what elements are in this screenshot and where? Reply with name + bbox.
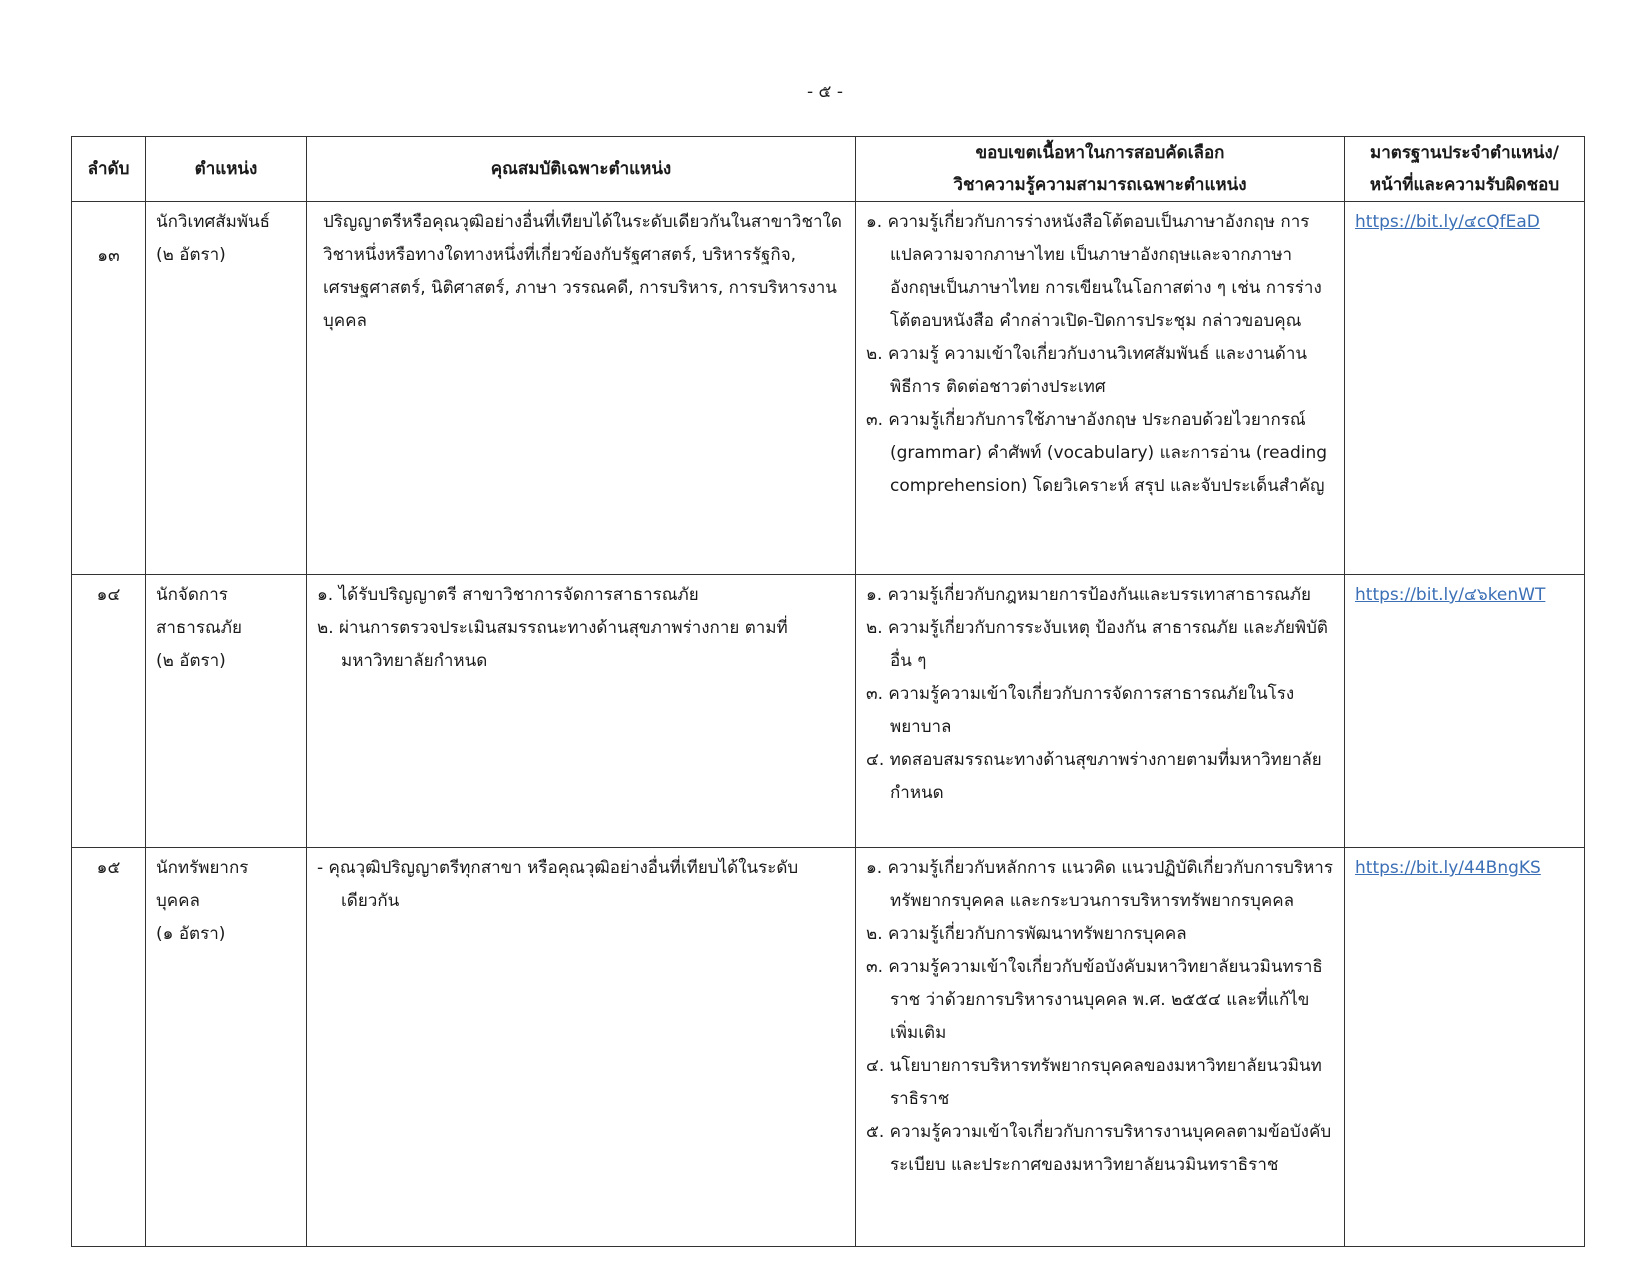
qualification-cell bbox=[307, 848, 856, 1247]
row-number-text: ๑๕ bbox=[96, 858, 121, 878]
scope-item: ๑. ความรู้เกี่ยวกับหลักการ แนวคิด แนวปฏิบัติเกี่ยวกับการบริหารทรัพยากรบุคคล และกระบวนการบริหารทรัพยากรบุคคล bbox=[866, 858, 1333, 911]
scope-cell bbox=[856, 575, 1345, 848]
scope-item: ๑. ความรู้เกี่ยวกับการร่างหนังสือโต้ตอบเป็นภาษาอังกฤษ การแปลความจากภาษาไทย เป็นภาษาอังกฤษและจากภาษาอังกฤษเป็นภาษาไทย การเขียนในโอกาสต่าง ๆ เช่น การร่างโต้ตอบหนังสือ คำกล่าวเปิด-ปิดการประชุม กล่าวขอบคุณ bbox=[866, 212, 1322, 331]
position-count: (๒ อัตรา) bbox=[156, 651, 226, 671]
table-row bbox=[72, 202, 1585, 575]
scope-cell bbox=[856, 848, 1345, 1247]
position-title: นักวิเทศสัมพันธ์ bbox=[156, 212, 271, 232]
header-scope bbox=[856, 137, 1345, 202]
header-qualification: คุณสมบัติเฉพาะตำแหน่ง bbox=[307, 137, 856, 202]
table-row bbox=[72, 575, 1585, 848]
qualification-item: - คุณวุฒิปริญญาตรีทุกสาขา หรือคุณวุฒิอย่างอื่นที่เทียบได้ในระดับเดียวกัน bbox=[317, 858, 799, 911]
standard-cell bbox=[1345, 575, 1585, 848]
position-title: นักจัดการ bbox=[156, 585, 228, 605]
position-count: (๒ อัตรา) bbox=[156, 245, 226, 265]
header-scope-line2: วิชาความรู้ความสามารถเฉพาะตำแหน่ง bbox=[953, 175, 1247, 195]
positions-table bbox=[71, 136, 1585, 1247]
scope-item: ๓. ความรู้เกี่ยวกับการใช้ภาษาอังกฤษ ประกอบด้วยไวยากรณ์ (grammar) คำศัพท์ (vocabulary) และการอ่าน (reading comprehension) โดยวิเคราะห์ สรุป และจับประเด็นสำคัญ bbox=[866, 410, 1328, 496]
scope-item: ๒. ความรู้เกี่ยวกับการพัฒนาทรัพยากรบุคคล bbox=[866, 924, 1187, 944]
row-number bbox=[72, 202, 146, 575]
scope-item: ๕. ความรู้ความเข้าใจเกี่ยวกับการบริหารงานบุคคลตามข้อบังคับ ระเบียบ และประกาศของมหาวิทยาลัยนวมินทราธิราช bbox=[866, 1122, 1332, 1175]
row-number-text: ๑๔ bbox=[96, 585, 121, 605]
qualification-item: ๑. ได้รับปริญญาตรี สาขาวิชาการจัดการสาธารณภัย bbox=[317, 585, 699, 605]
position-cell bbox=[146, 575, 307, 848]
position-cell bbox=[146, 202, 307, 575]
position-title: บุคคล bbox=[156, 891, 200, 911]
qualification-cell bbox=[307, 575, 856, 848]
row-number bbox=[72, 575, 146, 848]
qualification-cell bbox=[307, 202, 856, 575]
scope-item: ๔. นโยบายการบริหารทรัพยากรบุคคลของมหาวิทยาลัยนวมินทราธิราช bbox=[866, 1056, 1322, 1109]
scope-item: ๓. ความรู้ความเข้าใจเกี่ยวกับข้อบังคับมหาวิทยาลัยนวมินทราธิราช ว่าด้วยการบริหารงานบุคคล พ.ศ. ๒๕๕๔ และที่แก้ไขเพิ่มเติม bbox=[866, 957, 1323, 1043]
header-standard-line1: มาตรฐานประจำตำแหน่ง/ bbox=[1370, 143, 1559, 163]
row-number-text: ๑๓ bbox=[97, 246, 120, 266]
scope-cell bbox=[856, 202, 1345, 575]
header-scope-line1: ขอบเขตเนื้อหาในการสอบคัดเลือก bbox=[975, 143, 1225, 163]
standard-link[interactable]: https://bit.ly/๔๖kenWT bbox=[1355, 585, 1546, 605]
standard-link[interactable]: https://bit.ly/44BngKS bbox=[1355, 858, 1541, 878]
scope-item: ๓. ความรู้ความเข้าใจเกี่ยวกับการจัดการสาธารณภัยในโรงพยาบาล bbox=[866, 684, 1295, 737]
scope-item: ๔. ทดสอบสมรรถนะทางด้านสุขภาพร่างกายตามที่มหาวิทยาลัยกำหนด bbox=[866, 750, 1322, 803]
position-title: นักทรัพยากร bbox=[156, 858, 249, 878]
standard-link[interactable]: https://bit.ly/๔cQfEaD bbox=[1355, 212, 1540, 232]
table-row bbox=[72, 848, 1585, 1247]
qualification-text: ปริญญาตรีหรือคุณวุฒิอย่างอื่นที่เทียบได้ในระดับเดียวกันในสาขาวิชาใดวิชาหนึ่งหรือทางใดทางหนึ่งที่เกี่ยวข้องกับรัฐศาสตร์, บริหารรัฐกิจ, เศรษฐศาสตร์, นิติศาสตร์, ภาษา วรรณคดี, การบริหาร, การบริหารงานบุคคล bbox=[323, 212, 842, 331]
table-header-row bbox=[72, 137, 1585, 202]
standard-cell bbox=[1345, 848, 1585, 1247]
qualification-item: ๒. ผ่านการตรวจประเมินสมรรถนะทางด้านสุขภาพร่างกาย ตามที่มหาวิทยาลัยกำหนด bbox=[317, 618, 788, 671]
page-number: - ๕ - bbox=[807, 82, 843, 102]
position-cell bbox=[146, 848, 307, 1247]
header-standard-line2: หน้าที่และความรับผิดชอบ bbox=[1369, 175, 1560, 195]
row-number bbox=[72, 848, 146, 1247]
scope-item: ๑. ความรู้เกี่ยวกับกฎหมายการป้องกันและบรรเทาสาธารณภัย bbox=[866, 585, 1311, 605]
header-no: ลำดับ bbox=[72, 137, 146, 202]
scope-item: ๒. ความรู้เกี่ยวกับการระงับเหตุ ป้องกัน สาธารณภัย และภัยพิบัติอื่น ๆ bbox=[866, 618, 1328, 671]
header-position: ตำแหน่ง bbox=[146, 137, 307, 202]
position-title: สาธารณภัย bbox=[156, 618, 242, 638]
standard-cell bbox=[1345, 202, 1585, 575]
position-count: (๑ อัตรา) bbox=[156, 924, 226, 944]
header-standard bbox=[1345, 137, 1585, 202]
scope-item: ๒. ความรู้ ความเข้าใจเกี่ยวกับงานวิเทศสัมพันธ์ และงานด้านพิธีการ ติดต่อชาวต่างประเทศ bbox=[866, 344, 1308, 397]
